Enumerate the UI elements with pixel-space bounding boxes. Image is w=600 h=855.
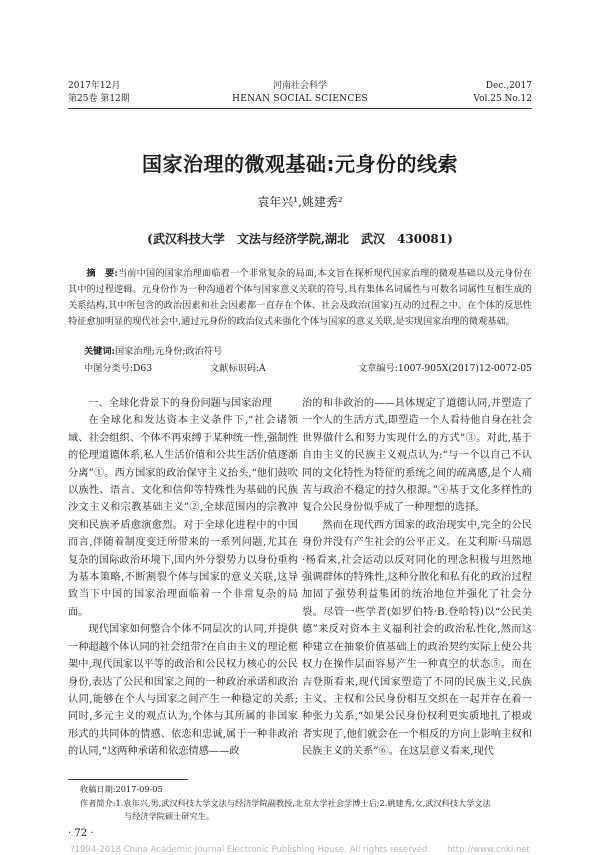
article-authors: 袁年兴¹,姚建秀² <box>257 195 343 209</box>
header-volume-cn: 第25卷 第12期 <box>68 94 130 104</box>
keywords-text: 国家治理;元身份;政治符号 <box>114 346 223 357</box>
author-bio: 作者简介:1.袁年兴,男,武汉科技大学文法与经济学院副教授,北京大学社会学博士后;2.姚建秀,女,武汉科技大学文法 <box>80 798 491 808</box>
abstract-text: 当前中国的国家治理面临着一个非常复杂的局面,本文旨在探析现代国家治理的微观基础以及元身份在其中的过程逻辑。元身份作为一种沟通着个体与国家意义关联的符号,具有集体名词属性与可数名词属性互相生成的关系结构,其中所包含的政治因素和社会因素都一直存在个体、社会及政治(国家)互动的过程之中。在个体的反思性特征愈加明显的现代社会中,通过元身份的政治仪式来强化个体与国家的意义关联,是实现国家治理的微观基础。 <box>68 268 532 327</box>
body-paragraph: 在全球化和发达资本主义条件下,“社会诸领域、社会组织、个体不再束缚于某种统一性,强制性的伦理道德体系,私人生活价值和公共生活价值逐渐分离”①。西方国家的政治保守主义抬头,“他们鼓吹以族性、语言、文化和信仰等特殊性为基础的民族沙文主义和宗教基础主义”②,全球范围内的宗教冲突和民族矛盾愈演愈烈。对于全球化进程中的中国而言,伴随着制度变迁所带来的一系列问题,尤其在复杂的国际政治环境下,国内外分裂势力以身份重构为基本策略,不断割裂个体与国家的意义关联,这导致当下中国的国家治理面临着一个非常复杂的局面。 <box>68 415 298 618</box>
header-center <box>200 80 400 106</box>
header-date-en: Dec.,2017 <box>485 81 532 91</box>
body-column-left <box>68 395 298 761</box>
header-date-cn: 2017年12月 <box>68 81 121 91</box>
header-left <box>68 80 130 106</box>
abstract <box>68 266 532 330</box>
received-date: 收稿日期:2017-09-05 <box>80 784 163 794</box>
body-column-right <box>302 395 532 761</box>
footnote-rule <box>68 779 188 780</box>
journal-name-cn: 河南社会科学 <box>272 81 327 91</box>
abstract-label: 摘 要: <box>86 268 118 279</box>
article-title: 国家治理的微观基础:元身份的线索 <box>142 152 458 176</box>
body-paragraph: 然而在现代西方国家的政治现实中,完全的公民身份并没有产生社会的公平正义。在艾利斯·马瑞恩·杨看来,社会运动以反对同化的理念积极与坦然地强调群体的特殊性,这种分散化和私有化的政治过程加固了强势利益集团的统治地位并强化了社会分裂。尽管一些学者(如罗伯特·B.登哈特)以“公民美德”来反对资本主义福利社会的政治私性化,然而这种建立在抽象价值基础上的政治契约实际上使公共权力在操作层面容易产生一种真空的状态⑤。而在吉登斯看来,现代国家塑造了不同的民族主义,民族主义、主权和公民身份相互交织在一起并存在着一种张力关系,“如果公民身份权利更实质地扎了根或者实现了,他们就会在一个相反的方向上影响主权和民族主义的关系”⑥。在这层意义看来,现代 <box>302 519 532 758</box>
copyright-line: ?1994-2018 China Academic Journal Electronic Publishing House. All rights reserved. http://www.cnki.net <box>70 845 530 855</box>
keywords <box>84 343 222 357</box>
header-volume-en: Vol.25 No.12 <box>473 94 532 104</box>
author-affiliation: (武汉科技大学 文法与经济学院,湖北 武汉 430081) <box>147 232 453 246</box>
header-right <box>473 80 532 106</box>
body-paragraph: 现代国家如何整合个体不同层次的认同,并提供一种超越个体认同的社会纽带?在自由主义的理论框架中,现代国家以平等的政治和公民权力核心的公民身份,表达了公民和国家之间的一种政治承诺和政治认同,能够在个人与国家之间产生一种稳定的关系;同时,多元主义的观点认为,个体与其所属的非国家形式的共同体的情感、依恋和忠诚,属于一种非政治的认同,“这两种承诺和依恋情感——政 <box>68 624 298 758</box>
journal-name-en: HENAN SOCIAL SCIENCES <box>232 94 368 104</box>
keywords-label: 关键词: <box>84 346 115 357</box>
author-bio-cont: 与经济学院硕士研究生。 <box>124 811 215 821</box>
section-heading: 一、全球化背景下的身份问题与国家治理 <box>88 398 272 409</box>
article-number: 文章编号:1007-905X(2017)12-0072-05 <box>358 363 532 374</box>
body-paragraph: 治的和非政治的——具体规定了道德认同,并塑造了一个人的生活方式,即塑造一个人看待他自身在社会世界做什么和努力实现什么的方式”③。对此,基于自由主义的民族主义观点认为:“与一个以自己不认同的文化特性为特征的系统之间的疏离感,是个人痛苦与政治不稳定的持久根源。”④基于文化多样性的复合公民身份似乎成了一种理想的选择。 <box>302 398 532 514</box>
document-code: 文献标识码:A <box>210 363 266 374</box>
clc-number: 中图分类号:D63 <box>84 363 153 374</box>
page-number: · 72 · <box>68 828 94 839</box>
header-rule <box>68 108 532 109</box>
